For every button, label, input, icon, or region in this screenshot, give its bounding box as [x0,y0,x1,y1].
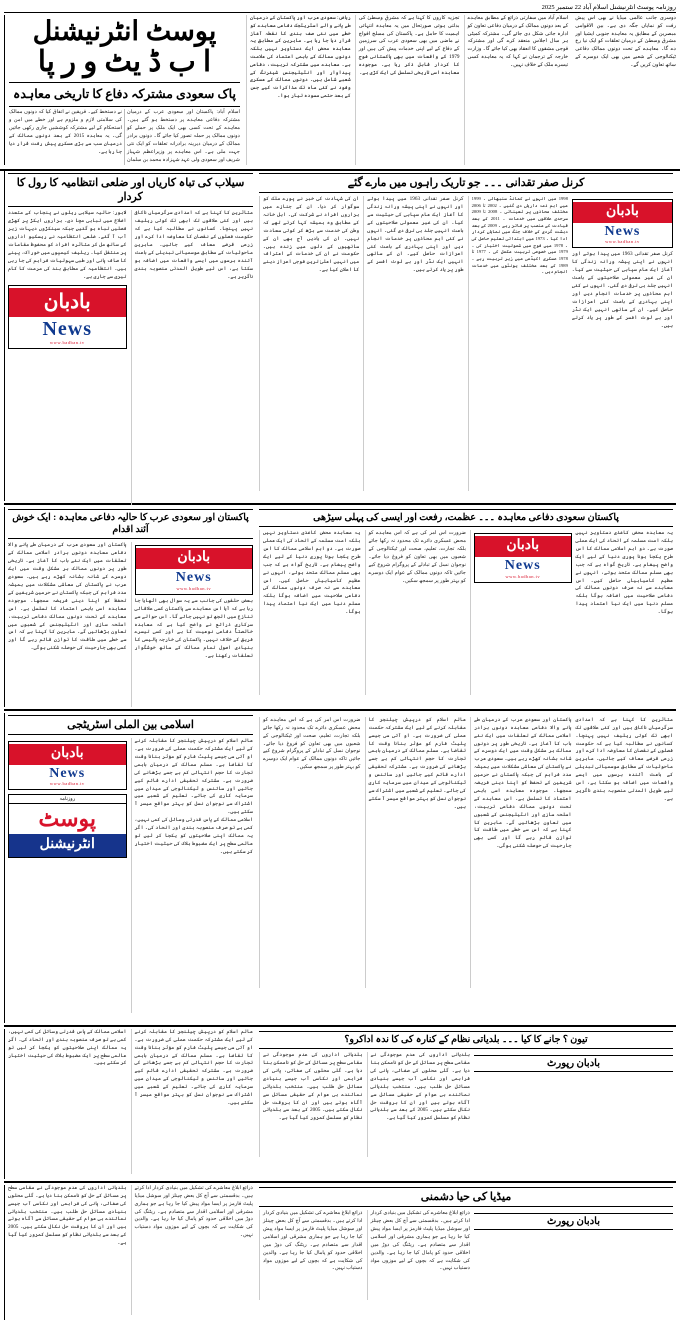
colonel-body-left: کرنل صفر تقدانی 1963 میں پیدا ہوئے اور انہوں نے اپنی پیشہ ورانہ زندگی کا آغاز ایک عام سپاہی کی حیثیت سے کیا۔ ان کی غیر معمولی صلاحیتوں کے باعث انہیں جلد ہی ترقی دی گئی۔ انہوں نے کئی اہم محاذوں پر خدمات انجام دیں اور اپنی بہادری کے باعث کئی اعزازات حاصل کیے۔ ان کے ساتھی انہیں ایک نڈر اور بے لوث افسر کے طور پر یاد کرتے ہیں۔ [367,196,464,274]
local-govt-body: بلدیاتی اداروں کی عدم موجودگی نے مقامی سطح پر مسائل کے حل کو ناممکن بنا دیا ہے۔ گلی محلوں کی صفائی، پانی کی فراہمی اور نکاسی آب جیسے بنیادی مسائل حل طلب ہیں۔ منتخب بلدیاتی نمائندے ہی عوام کے حقیقی مسائل سے آگاہ ہوتے ہیں اور ان کا بروقت حل نکال سکتے ہیں۔ 2005 کے بعد سے بلدیاتی نظام کو مسلسل کمزور کیا گیا ہے۔ [263,1052,363,1122]
badban-logo-url: www.badban.tv [605,239,640,245]
saudi-pak-body: یہ معاہدہ محض کاغذی دستاویز نہیں بلکہ امت مسلمہ کے اتحاد کی ایک عملی صورت ہے۔ دو اہم اسلامی ممالک کا اس طرح یکجا ہونا پوری دنیا کے لیے ایک واضح پیغام ہے۔ تاریخ گواہ ہے کہ جب بھی مسلم ممالک متحد ہوئے، انہوں نے عظیم کامیابیاں حاصل کیں۔ اس معاہدے سے نہ صرف دونوں ممالک کی دفاعی صلاحیت میں اضافہ ہوگا بلکہ مسلم دنیا میں ایک نیا اعتماد پیدا ہوگا۔ [263,530,361,616]
badban-logo-url: www.badban.tv [49,781,85,787]
paper-subtitle: ا ب ڈ یٹ و ر پا [37,46,212,79]
badban-news-logo-2 [572,199,673,248]
badban-news-logo [8,285,127,349]
islamic-strategy-headline: اسلامی بین الملی اسٹریٹجی [8,715,253,735]
badban-news-logo-5 [8,741,127,790]
post-international-logo [8,794,127,858]
masthead-columns [246,15,676,165]
row-2 [0,507,680,707]
flood-body: لاہور: حالیہ سیلابی ریلوں نے پنجاب کے متعدد اضلاع میں تباہی مچا دی۔ ہزاروں ایکڑ پر کھڑی فصلیں تباہ ہو گئیں جبکہ سینکڑوں دیہات زیر آب آ گئے۔ ضلعی انتظامیہ نے ریسکیو اداروں کے ساتھ مل کر متاثرہ افراد کو محفوظ مقامات پر منتقل کیا۔ ریلیف کیمپوں میں خوراک، پینے کا صاف پانی اور طبی سہولیات فراہم کی جا رہی ہیں۔ انتظامیہ کے مطابق بند کی مرمت کا کام تیزی سے جاری ہے۔ [7,210,127,280]
badban-logo-urdu: بادبان [136,548,253,569]
media-body: ذرائع ابلاغ معاشرے کی تشکیل میں بنیادی کردار ادا کرتے ہیں۔ بدقسمتی سے آج کل بعض چینلز اور سوشل میڈیا پلیٹ فارمز پر ایسا مواد پیش کیا جا رہا ہے جو ہماری مشرقی اور اسلامی اقدار سے متصادم ہے۔ ریٹنگ کی دوڑ میں اخلاقی حدود کو پامال کیا جا رہا ہے۔ والدین کی شکایت ہے کہ بچوں کے لیے موزوں مواد دستیاب نہیں۔ [263,1210,363,1272]
row-5 [0,1185,680,1320]
masthead-column-4: دوسری جانب عالمی میڈیا نے بھی اس پیش رفت کو نمایاں جگہ دی ہے۔ بین الاقوامی مبصرین کے مطابق یہ معاہدہ جنوبی ایشیا اور مشرق وسطیٰ کے درمیان تعلقات کو ایک نیا رخ دے گا۔ معاہدے کے تحت دونوں ممالک دفاعی ٹیکنالوجی کے شعبے میں بھی ایک دوسرے کے ساتھ تعاون کریں گے۔ [575,15,676,68]
masthead-top-bar [4,2,676,13]
flood-body-2: متاثرین کا کہنا ہے کہ امدادی سرگرمیاں ناکافی ہیں اور کئی علاقوں تک ابھی تک کوئی ریلیف نہیں پہنچا۔ کسانوں نے مطالبہ کیا ہے کہ حکومت فصلوں کے نقصان کا معاوضہ ادا کرے اور زرعی قرضے معاف کیے جائیں۔ ماہرین ماحولیات کے مطابق موسمیاتی تبدیلی کے باعث آئندہ برسوں میں ایسے واقعات میں اضافہ ہو سکتا ہے، اس لیے طویل المدتی منصوبہ بندی ناگزیر ہے۔ [134,210,253,280]
colonel-headline: کرنل صفر تقدانی ۔۔۔ جو تاریک راہوں میں مارے گئے [259,173,673,193]
masthead-column-2: تجزیہ کاروں کا کہنا ہے کہ مشرقِ وسطیٰ کی بدلتی ہوئی صورتحال میں یہ معاہدہ انتہائی اہمیت کا حامل ہے۔ پاکستان کی مسلح افواج نے ماضی میں بھی سعودی عرب کی سرزمین کے دفاع کے لیے اپنی خدمات پیش کی ہیں اور 1979 کے واقعات میں بھی پاکستانی فوج کا کردار قابل ذکر رہا ہے۔ موجودہ معاہدہ اسی تاریخی تسلسل کی ایک کڑی ہے۔ [355,15,460,165]
row5-right-col1: بلدیاتی اداروں کی عدم موجودگی نے مقامی سطح پر مسائل کے حل کو ناممکن بنا دیا ہے۔ گلی محلوں کی صفائی، پانی کی فراہمی اور نکاسی آب جیسے بنیادی مسائل حل طلب ہیں۔ منتخب بلدیاتی نمائندے ہی عوام کے حقیقی مسائل سے آگاہ ہوتے ہیں اور ان کا بروقت حل نکال سکتے ہیں۔ 2005 کے بعد سے بلدیاتی نظام کو مسلسل کمزور کیا گیا ہے۔ [8,1184,127,1247]
colonel-timeline: 1998 میں انہوں نے کمانڈ سنبھالی ۔ 1999 میں اہم ذمہ داریاں دی گئیں ۔ 2002 تا 2006 مختلف محاذوں پر تعیناتی ۔ 2008 تا 2009 سرحدی علاقوں میں خدمات ۔ 2011 کے بعد قیادت کے منصب پر فائز رہے ۔ 2009 کے بعد دہشت گردی کے خلاف جنگ میں نمایاں کردار ادا کیا ۔ 1973 میں ابتدائی تعلیم حاصل کی ۔ 1978 میں فوج میں شمولیت اختیار کی ۔ 1979 میں خصوصی تربیت مکمل کی ۔ 1977 تا 1978 عسکری اکیڈمی میں زیر تربیت رہے ۔ 1989 کے بعد مختلف یونٹوں میں خدمات انجام دیں ۔ [471,196,568,275]
flood-story-block [4,171,256,501]
lead-headline: پاک سعودی مشترکہ دفاع کا تاریخی معاہدہ [9,82,240,108]
badban-logo-news: News [604,224,641,240]
badban-logo-news: News [42,317,93,340]
badban-logo-urdu: بادبان [573,202,672,223]
masthead-column-1: ریاض: سعودی عرب اور پاکستان کے درمیان طے پانے والے اسٹریٹجک دفاعی معاہدے کو خطے میں نئی صف بندی کا نقطہ آغاز قرار دیا جا رہا ہے۔ ماہرین کے مطابق یہ معاہدہ محض ایک دستاویز نہیں بلکہ دونوں ممالک کے باہمی اعتماد کی علامت ہے۔ معاہدے میں مشترکہ تربیت، دفاعی پیداوار اور انٹیلیجنس شیئرنگ کے شعبے شامل ہیں۔ دونوں ممالک کے عسکری وفود نے کئی ماہ تک مذاکرات کیے جس کے بعد حتمی مسودہ تیار ہوا۔ [246,15,351,165]
defence-headline: پاکستان اور سعودی عرب کا حالیہ دفاعی معاہدہ : ایک خوش آئند اقدام [8,509,253,540]
post-logo-mid: پوسٹ [38,806,97,832]
badban-logo-urdu: بادبان [475,536,571,557]
post-logo-top: روزنامہ [9,795,126,804]
media-headline: میڈیا کی حیا دشمنی [259,1187,673,1207]
row-4 [0,1029,680,1179]
badban-logo-url: www.badban.tv [49,339,85,345]
colonel-body-extra: کرنل صفر تقدانی 1963 میں پیدا ہوئے اور انہوں نے اپنی پیشہ ورانہ زندگی کا آغاز ایک عام سپاہی کی حیثیت سے کیا۔ ان کی غیر معمولی صلاحیتوں کے باعث انہیں جلد ہی ترقی دی گئی۔ انہوں نے کئی اہم محاذوں پر خدمات انجام دیں اور اپنی بہادری کے باعث کئی اعزازات حاصل کیے۔ ان کے ساتھی انہیں ایک نڈر اور بے لوث افسر کے طور پر یاد کرتے ہیں۔ [571,251,673,329]
row3-left-continuation [256,713,676,1023]
defence-body-2: بعض حلقوں کی جانب سے یہ سوال بھی اٹھایا جا رہا ہے کہ آیا اس معاہدے سے پاکستان کسی علاقائی تنازع میں الجھ تو نہیں جائے گا۔ اس حوالے سے سرکاری ذرائع نے واضح کیا ہے کہ معاہدہ خالصتاً دفاعی نوعیت کا ہے اور کسی تیسرے فریق کے خلاف نہیں۔ پاکستان کی خارجہ پالیسی کا بنیادی اصول تمام ممالک کے ساتھ خوشگوار تعلقات رکھنا ہے۔ [134,597,253,660]
badban-logo-news: News [49,766,86,782]
badban-logo-url: www.badban.tv [505,573,541,579]
row3-col-1: ضرورت اس امر کی ہے کہ اس معاہدے کو محض عسکری دائرے تک محدود نہ رکھا جائے بلکہ تجارت، تعلیم، صحت اور ٹیکنالوجی کے شعبوں میں بھی تعاون کو فروغ دیا جائے۔ نوجوان نسل کے تبادلے کے پروگرام شروع کیے جائیں تاکہ دونوں ممالک کے عوام ایک دوسرے کو بہتر طور پر سمجھ سکیں۔ [263,716,361,771]
saudi-pak-body-2: ضرورت اس امر کی ہے کہ اس معاہدے کو محض عسکری دائرے تک محدود نہ رکھا جائے بلکہ تجارت، تعلیم، صحت اور ٹیکنالوجی کے شعبوں میں بھی تعاون کو فروغ دیا جائے۔ نوجوان نسل کے تبادلے کے پروگرام شروع کیے جائیں تاکہ دونوں ممالک کے عوام ایک دوسرے کو بہتر طور پر سمجھ سکیں۔ [368,530,466,584]
media-story-block [256,1185,676,1320]
badban-news-logo-4 [474,533,572,582]
saudi-pak-story-block [256,507,676,707]
flood-headline: سیلاب کی تباہ کاریاں اور ضلعی انتظامیہ کا رول کا کردار [8,173,253,208]
row3-col-4: متاثرین کا کہنا ہے کہ امدادی سرگرمیاں ناکافی ہیں اور کئی علاقوں تک ابھی تک کوئی ریلیف نہیں پہنچا۔ کسانوں نے مطالبہ کیا ہے کہ حکومت فصلوں کے نقصان کا معاوضہ ادا کرے اور زرعی قرضے معاف کیے جائیں۔ ماہرین ماحولیات کے مطابق موسمیاتی تبدیلی کے باعث آئندہ برسوں میں ایسے واقعات میں اضافہ ہو سکتا ہے، اس لیے طویل المدتی منصوبہ بندی ناگزیر ہے۔ [575,716,673,802]
islamic-strategy-body: عالم اسلام کو درپیش چیلنجز کا مقابلہ کرنے کے لیے ایک مشترکہ حکمت عملی کی ضرورت ہے۔ او آئی سی جیسے پلیٹ فارم کو مؤثر بنانا وقت کا تقاضا ہے۔ مسلم ممالک کے درمیان باہمی تجارت کا حجم انتہائی کم ہے جسے بڑھانے کی ضرورت ہے۔ مشترکہ تحقیقی ادارے قائم کیے جائیں اور سائنس و ٹیکنالوجی کے میدان میں سرمایہ کاری کی جائے۔ تعلیم کے شعبے میں اشتراک سے نوجوان نسل کو بہتر مواقع میسر آ سکتے ہیں۔ [134,738,253,816]
masthead-column-3: اسلام آباد میں سفارتی ذرائع کے مطابق معاہدے کے بعد دونوں ممالک کے درمیان دفاعی تعاون کو ادارہ جاتی شکل دی جائے گی۔ مشترکہ کمیٹی ہر سال اجلاس منعقد کرے گی اور مشترکہ فوجی مشقوں کا انعقاد بھی کیا جائے گا۔ وزارت خارجہ کے ترجمان نے کہا کہ یہ معاہدہ کسی تیسرے ملک کے خلاف نہیں۔ [464,15,569,165]
saudi-pak-body-3: یہ معاہدہ محض کاغذی دستاویز نہیں بلکہ امت مسلمہ کے اتحاد کی ایک عملی صورت ہے۔ دو اہم اسلامی ممالک کا اس طرح یکجا ہونا پوری دنیا کے لیے ایک واضح پیغام ہے۔ تاریخ گواہ ہے کہ جب بھی مسلم ممالک متحد ہوئے، انہوں نے عظیم کامیابیاں حاصل کیں۔ اس معاہدے سے نہ صرف دونوں ممالک کی دفاعی صلاحیت میں اضافہ ہوگا بلکہ مسلم دنیا میں ایک نیا اعتماد پیدا ہوگا۔ [575,530,673,616]
paper-title: پوسٹ انٹرنیشنل [32,16,217,46]
badban-news-logo-3 [135,545,254,594]
badban-logo-urdu: بادبان [9,288,126,317]
media-byline: بادبان رپورٹ [474,1213,673,1230]
masthead-date-right [4,2,6,11]
saudi-pak-headline: پاکستان سعودی دفاعی معاہدہ ۔۔۔ عظمت، رفعت اور ایسی کی پہلی سیڑھی [259,509,673,527]
badban-logo-url: www.badban.tv [176,585,212,591]
masthead-title-block [4,15,240,165]
defence-body: پاکستان اور سعودی عرب کے درمیان طے پانے والا دفاعی معاہدہ دونوں برادر اسلامی ممالک کے تعلقات میں ایک نئے باب کا آغاز ہے۔ تاریخی طور پر دونوں ممالک ہر مشکل وقت میں ایک دوسرے کے شانہ بشانہ کھڑے رہے ہیں۔ سعودی عرب نے پاکستان کی معاشی مشکلات میں ہمیشہ مدد فراہم کی جبکہ پاکستان نے حرمین شریفین کے تحفظ کو اپنا دینی فریضہ سمجھا۔ موجودہ معاہدہ اسی باہمی اعتماد کا تسلسل ہے۔ اس معاہدے کے تحت دونوں ممالک دفاعی تربیت، اسلحہ سازی اور انٹیلیجنس کے شعبوں میں تعاون بڑھائیں گے۔ ماہرین کا کہنا ہے کہ اس سے خطے میں طاقت کا توازن قائم رہے گا اور کسی بھی جارحیت کی حوصلہ شکنی ہوگی۔ [8,542,127,652]
islamic-strategy-body-2: اسلامی ممالک کے پاس قدرتی وسائل کی کمی نہیں، کمی ہے تو صرف منصوبہ بندی اور اتحاد کی۔ اگر یہ ممالک اپنی صلاحیتوں کو یکجا کر لیں تو عالمی سطح پر ایک مضبوط بلاک کی حیثیت اختیار کر سکتے ہیں۔ [134,817,253,855]
row-1 [0,171,680,501]
row5-right [4,1185,256,1320]
defence-story-block [4,507,256,707]
row3-col-3: پاکستان اور سعودی عرب کے درمیان طے پانے والا دفاعی معاہدہ دونوں برادر اسلامی ممالک کے تعلقات میں ایک نئے باب کا آغاز ہے۔ تاریخی طور پر دونوں ممالک ہر مشکل وقت میں ایک دوسرے کے شانہ بشانہ کھڑے رہے ہیں۔ سعودی عرب نے پاکستان کی معاشی مشکلات میں ہمیشہ مدد فراہم کی جبکہ پاکستان نے حرمین شریفین کے تحفظ کو اپنا دینی فریضہ سمجھا۔ موجودہ معاہدہ اسی باہمی اعتماد کا تسلسل ہے۔ اس معاہدے کے تحت دونوں ممالک دفاعی تربیت، اسلحہ سازی اور انٹیلیجنس کے شعبوں میں تعاون بڑھائیں گے۔ ماہرین کا کہنا ہے کہ اس سے خطے میں طاقت کا توازن قائم رہے گا اور کسی بھی جارحیت کی حوصلہ شکنی ہوگی۔ [474,716,572,850]
islamic-strategy-block [4,713,256,1023]
row3-col-2: عالم اسلام کو درپیش چیلنجز کا مقابلہ کرنے کے لیے ایک مشترکہ حکمت عملی کی ضرورت ہے۔ او آئی سی جیسے پلیٹ فارم کو مؤثر بنانا وقت کا تقاضا ہے۔ مسلم ممالک کے درمیان باہمی تجارت کا حجم انتہائی کم ہے جسے بڑھانے کی ضرورت ہے۔ مشترکہ تحقیقی ادارے قائم کیے جائیں اور سائنس و ٹیکنالوجی کے میدان میں سرمایہ کاری کی جائے۔ تعلیم کے شعبے میں اشتراک سے نوجوان نسل کو بہتر مواقع میسر آ سکتے ہیں۔ [368,716,466,810]
colonel-body-right: ان کی شہادت کی خبر نے پورے ملک کو سوگوار کر دیا۔ ان کے جنازے میں ہزاروں افراد نے شرکت کی۔ اہل خانہ کے مطابق وہ ہمیشہ کہا کرتے تھے کہ وطن کی خدمت سے بڑھ کر کوئی سعادت نہیں۔ ان کی یادیں آج بھی ان کے ساتھیوں کے دلوں میں زندہ ہیں۔ حکومت نے ان کی خدمات کے اعتراف میں انہیں اعلیٰ ترین فوجی اعزاز دینے کا اعلان کیا ہے۔ [263,196,360,274]
colonel-story-block [256,171,676,501]
row4-right-col2: عالم اسلام کو درپیش چیلنجز کا مقابلہ کرنے کے لیے ایک مشترکہ حکمت عملی کی ضرورت ہے۔ او آئی سی جیسے پلیٹ فارم کو مؤثر بنانا وقت کا تقاضا ہے۔ مسلم ممالک کے درمیان باہمی تجارت کا حجم انتہائی کم ہے جسے بڑھانے کی ضرورت ہے۔ مشترکہ تحقیقی ادارے قائم کیے جائیں اور سائنس و ٹیکنالوجی کے میدان میں سرمایہ کاری کی جائے۔ تعلیم کے شعبے میں اشتراک سے نوجوان نسل کو بہتر مواقع میسر آ سکتے ہیں۔ [134,1028,253,1106]
row5-right-col2: ذرائع ابلاغ معاشرے کی تشکیل میں بنیادی کردار ادا کرتے ہیں۔ بدقسمتی سے آج کل بعض چینلز اور سوشل میڈیا پلیٹ فارمز پر ایسا مواد پیش کیا جا رہا ہے جو ہماری مشرقی اور اسلامی اقدار سے متصادم ہے۔ ریٹنگ کی دوڑ میں اخلاقی حدود کو پامال کیا جا رہا ہے۔ والدین کی شکایت ہے کہ بچوں کے لیے موزوں مواد دستیاب نہیں۔ [134,1184,253,1239]
row4-right-col1: اسلامی ممالک کے پاس قدرتی وسائل کی کمی نہیں، کمی ہے تو صرف منصوبہ بندی اور اتحاد کی۔ اگر یہ ممالک اپنی صلاحیتوں کو یکجا کر لیں تو عالمی سطح پر ایک مضبوط بلاک کی حیثیت اختیار کر سکتے ہیں۔ [8,1028,127,1067]
masthead [0,0,680,171]
post-logo-bottom: انٹرنیشنل [9,834,126,857]
local-govt-byline: بادبان رپورٹ [474,1055,673,1072]
lead-body: اسلام آباد: پاکستان اور سعودی عرب کے درمیان مشترکہ دفاعی معاہدے پر دستخط ہو گئے ہیں۔ معاہدے کے تحت کسی بھی ایک ملک پر حملے کو دونوں ممالک پر حملہ تصور کیا جائے گا۔ دونوں برادر ممالک کے درمیان دیرینہ برادرانہ تعلقات کو ایک نئی جہت ملی ہے۔ اس معاہدے پر وزیراعظم شہباز شریف اور سعودی ولی عہد شہزادہ محمد بن سلمان نے دستخط کیے۔ فریقین نے اتفاق کیا کہ دونوں ممالک کی سلامتی لازم و ملزوم ہے اور خطے میں امن و استحکام کے لیے مشترکہ کوششیں جاری رکھی جائیں گی۔ یہ معاہدہ 2015 کے بعد دونوں ممالک کے درمیان سب سے بڑی عسکری پیش رفت قرار دیا جا رہا ہے۔ [9,109,240,163]
media-body-2: ذرائع ابلاغ معاشرے کی تشکیل میں بنیادی کردار ادا کرتے ہیں۔ بدقسمتی سے آج کل بعض چینلز اور سوشل میڈیا پلیٹ فارمز پر ایسا مواد پیش کیا جا رہا ہے جو ہماری مشرقی اور اسلامی اقدار سے متصادم ہے۔ ریٹنگ کی دوڑ میں اخلاقی حدود کو پامال کیا جا رہا ہے۔ والدین کی شکایت ہے کہ بچوں کے لیے موزوں مواد دستیاب نہیں۔ [370,1210,470,1272]
badban-logo-news: News [175,570,212,586]
masthead-date: روزنامہ پوسٹ انٹرنیشنل اسلام آباد 22 ستمبر 2025 [541,3,676,11]
row-3 [0,713,680,1023]
badban-logo-news: News [504,558,541,574]
local-govt-story-block [256,1029,676,1179]
local-govt-body-2: بلدیاتی اداروں کی عدم موجودگی نے مقامی سطح پر مسائل کے حل کو ناممکن بنا دیا ہے۔ گلی محلوں کی صفائی، پانی کی فراہمی اور نکاسی آب جیسے بنیادی مسائل حل طلب ہیں۔ منتخب بلدیاتی نمائندے ہی عوام کے حقیقی مسائل سے آگاہ ہوتے ہیں اور ان کا بروقت حل نکال سکتے ہیں۔ 2005 کے بعد سے بلدیاتی نظام کو مسلسل کمزور کیا گیا ہے۔ [370,1052,470,1122]
local-govt-headline: تیون ؟ جانے کا کیا ۔۔۔ بلدیاتی نظام کے کنارہ کی کا ندہ اداکرو؟ [259,1031,673,1049]
badban-logo-urdu: بادبان [9,744,126,765]
row4-right [4,1029,256,1179]
